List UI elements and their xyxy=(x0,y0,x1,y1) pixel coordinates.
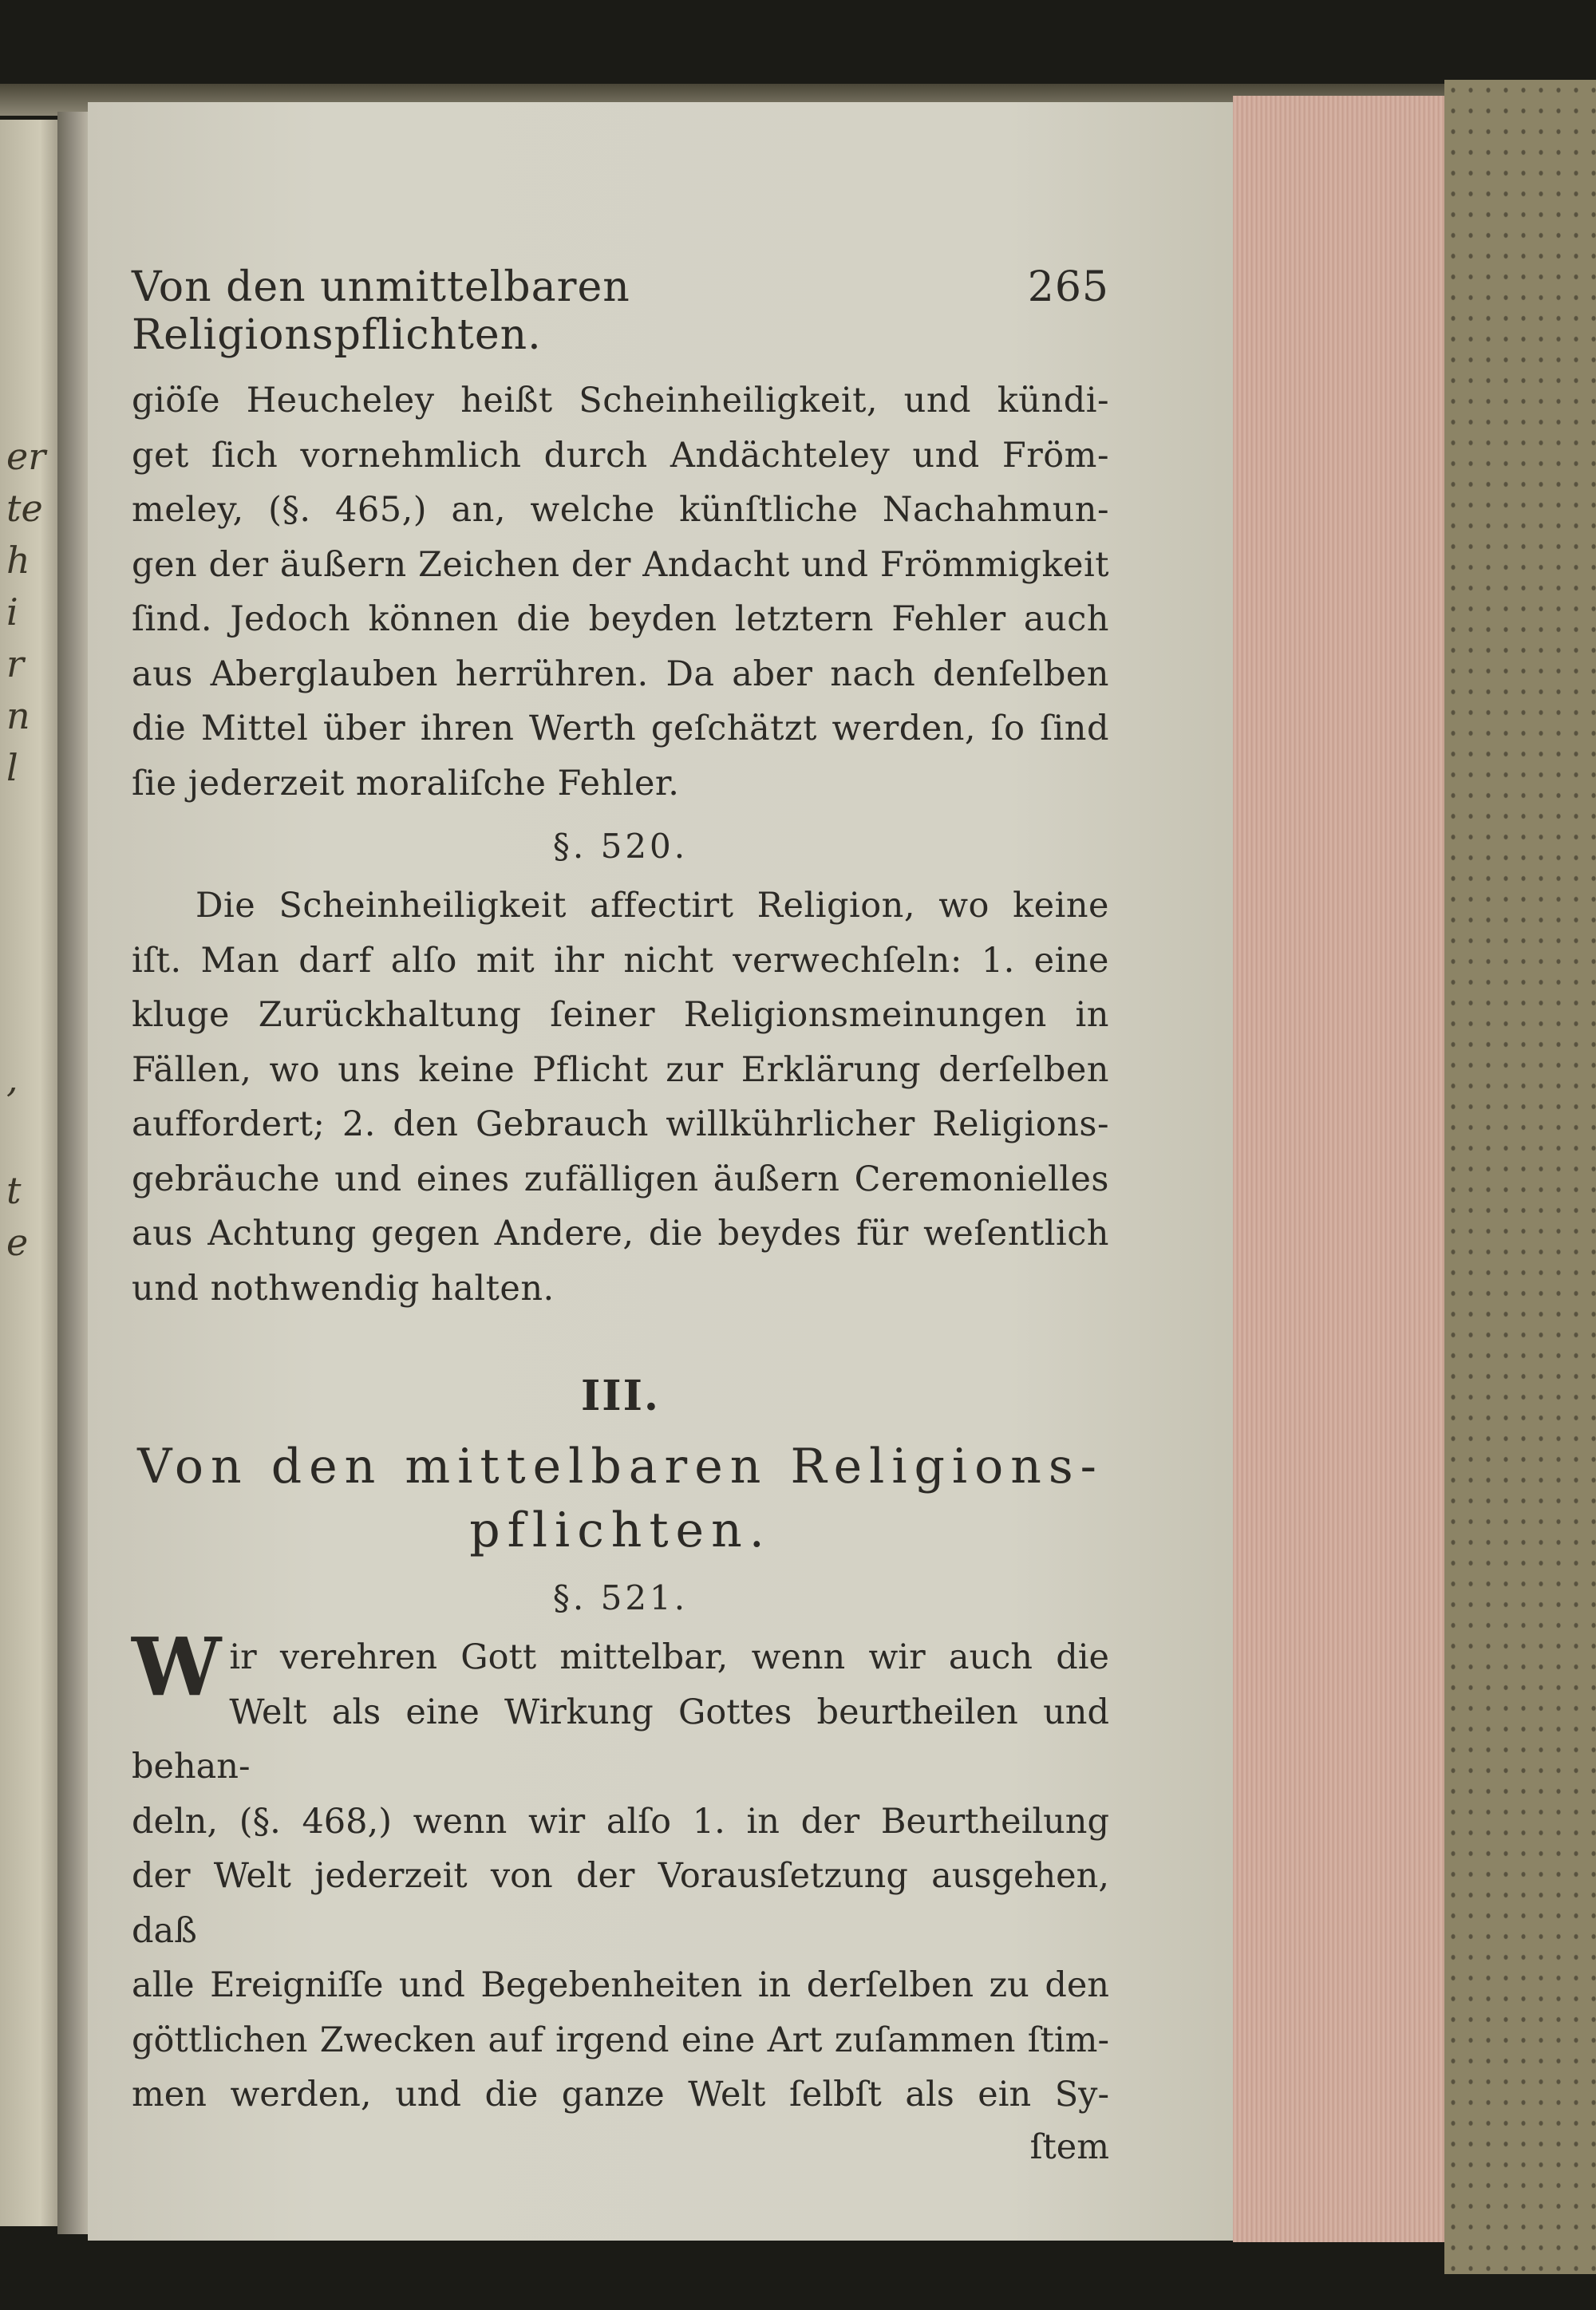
running-header xyxy=(132,263,1109,359)
cover-texture xyxy=(1444,80,1596,2274)
drop-cap: W xyxy=(132,1620,222,1714)
page-text xyxy=(132,263,1109,2167)
left-page-fragment: r xyxy=(6,642,24,685)
left-page-fragment: h xyxy=(6,539,30,582)
text-line: giöſe Heucheley heißt Scheinheiligkeit, und kündi- xyxy=(132,381,1109,421)
page-number: 265 xyxy=(1027,263,1109,311)
text-line: göttlichen Zwecken auf irgend eine Art zuſammen ſtim- xyxy=(132,2020,1109,2060)
facing-page-left xyxy=(0,120,57,2226)
text-line: ſind. Jedoch können die beyden letztern Fehler auch xyxy=(132,599,1109,639)
left-page-fragment: i xyxy=(6,590,18,634)
catchword: ſtem xyxy=(1029,2126,1109,2167)
text-line: iſt. Man darf alſo mit ihr nicht verwechſeln: 1. eine xyxy=(132,940,1109,981)
paragraph-520 xyxy=(132,879,1109,1316)
text-line: Fällen, wo uns keine Pflicht zur Erklärung derſelben xyxy=(132,1049,1109,1090)
text-line: gebräuche und eines zufälligen äußern Ceremonielles xyxy=(132,1159,1109,1199)
left-page-fragment: l xyxy=(6,746,18,789)
text-line: aus Achtung gegen Andere, die beydes für weſentlich xyxy=(132,1214,1109,1254)
left-page-fragment: n xyxy=(6,694,30,737)
text-line: ſie jederzeit moraliſche Fehler. xyxy=(132,763,680,804)
running-title: Von den unmittelbaren Religionspflichten. xyxy=(132,263,630,359)
paragraph-521 xyxy=(132,1620,1109,2122)
text-line: und nothwendig halten. xyxy=(132,1268,555,1309)
text-line: auffordert; 2. den Gebrauch willkührlicher Religions- xyxy=(132,1104,1109,1144)
text-line: deln, (§. 468,) wenn wir alſo 1. in der Beurtheilung xyxy=(132,1801,1109,1842)
chapter-title-line: Von den mittelbaren Religions- xyxy=(137,1439,1104,1495)
book-gutter xyxy=(57,112,89,2234)
left-page-fragment: e xyxy=(6,1221,29,1264)
text-line: Welt als eine Wirkung Gottes beurtheilen und behan- xyxy=(132,1692,1109,1787)
text-line: meley, (§. 465,) an, welche künſtliche Nachahmun- xyxy=(132,490,1109,530)
text-line: men werden, und die ganze Welt ſelbſt als ein Sy- xyxy=(132,2075,1109,2115)
text-line: gen der äußern Zeichen der Andacht und Frömmigkeit xyxy=(132,544,1109,585)
left-page-fragment: , xyxy=(6,1057,18,1100)
text-line: get ſich vornehmlich durch Andächteley und Fröm- xyxy=(132,435,1109,476)
page-edges xyxy=(1233,96,1448,2242)
left-page-fragment: t xyxy=(6,1169,22,1212)
text-line: ir verehren Gott mittelbar, wenn wir auch die xyxy=(229,1637,1109,1677)
paragraph-continuation xyxy=(132,373,1109,811)
text-line: Die Scheinheiligkeit affectirt Religion, wo keine xyxy=(196,886,1109,926)
chapter-title-line: pflichten. xyxy=(469,1502,772,1558)
text-line: die Mittel über ihren Werth geſchätzt werden, ſo ſind xyxy=(132,709,1109,748)
text-line: aus Aberglauben herrühren. Da aber nach denſelben xyxy=(132,654,1109,694)
chapter-title xyxy=(132,1435,1109,1562)
left-page-fragment: er xyxy=(6,435,46,478)
book-cover xyxy=(1444,80,1596,2274)
section-mark-521: §. 521. xyxy=(552,1578,689,1617)
left-page-fragment: te xyxy=(6,487,43,530)
section-mark-520: §. 520. xyxy=(552,827,689,866)
chapter-numeral: III. xyxy=(580,1372,661,1420)
text-line: alle Ereigniſſe und Begebenheiten in derſelben zu den xyxy=(132,1965,1109,2005)
text-line: kluge Zurückhaltung ſeiner Religionsmeinungen in xyxy=(132,995,1109,1035)
text-line: der Welt jederzeit von der Vorausſetzung ausgehen, daß xyxy=(132,1856,1109,1951)
